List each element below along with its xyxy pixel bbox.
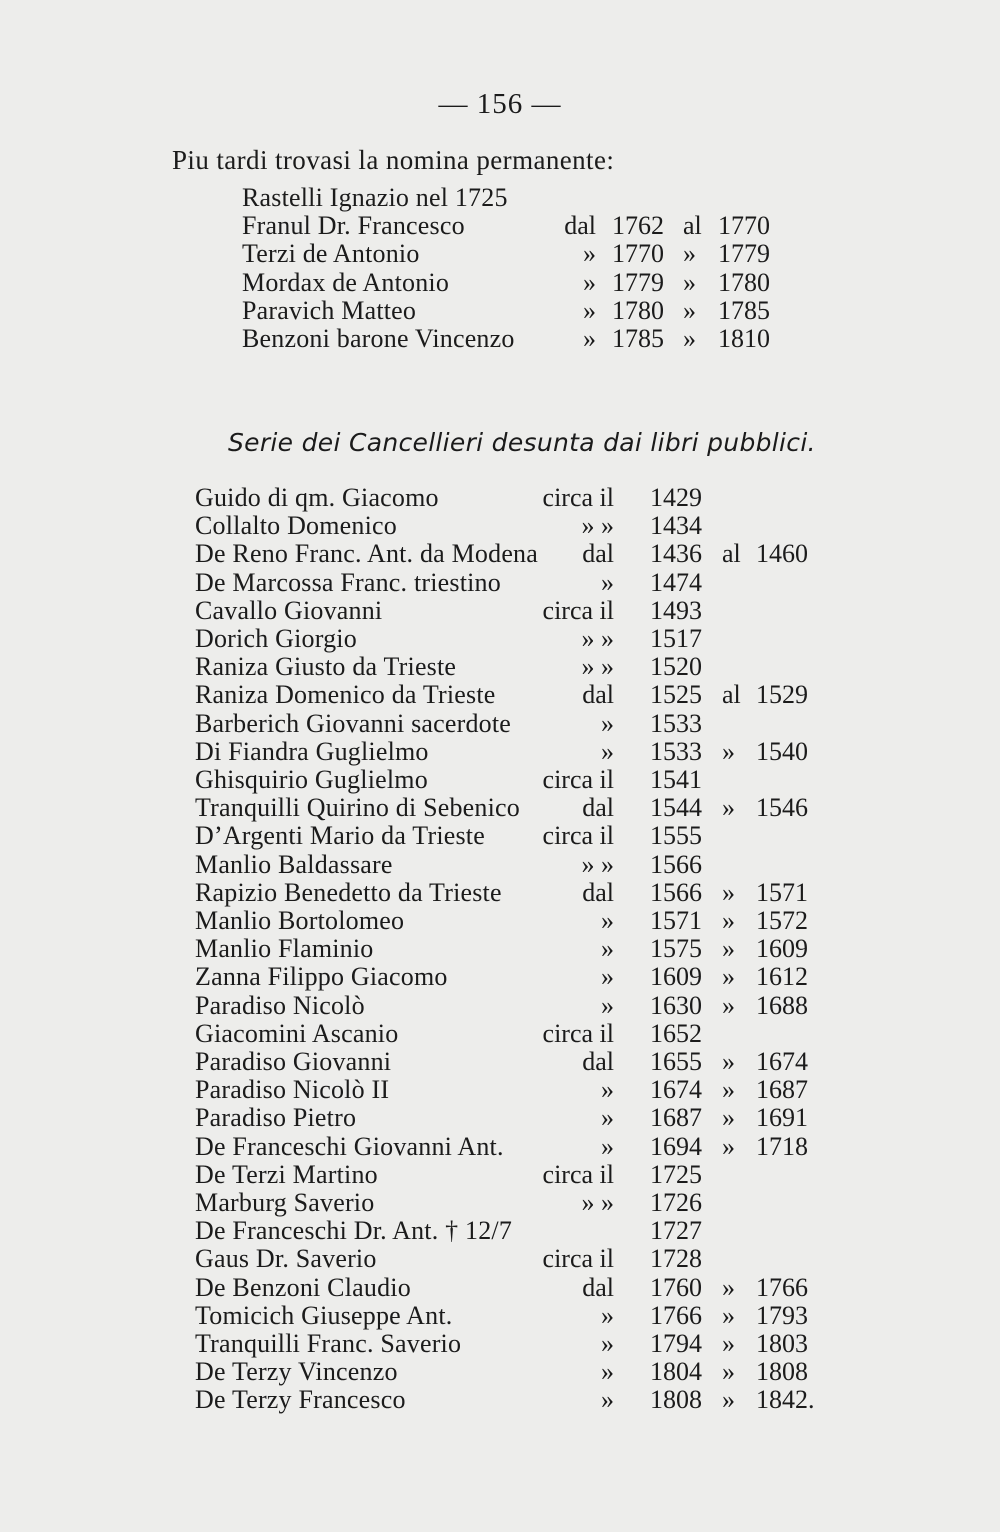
entry-end-year: 1612 [756, 962, 808, 992]
list-item [0, 1274, 1000, 1302]
entry-start-year: 1780 [612, 295, 664, 325]
entry-start-year: 1630 [650, 990, 702, 1020]
list-item [0, 681, 1000, 709]
entry-start-year: 1434 [650, 511, 702, 541]
entry-separator: » [722, 1329, 735, 1358]
list-item [0, 653, 1000, 681]
entry-qualifier: » » [581, 624, 614, 653]
entry-qualifier: » [601, 906, 614, 935]
entry-start-year: 1566 [650, 849, 702, 879]
entry-qualifier: » [601, 1103, 614, 1133]
entry-separator: » [722, 1047, 735, 1076]
entry-qualifier: circa il [542, 483, 614, 512]
entry-qualifier: » » [581, 849, 614, 879]
entry-name: Tomicich Giuseppe Ant. [195, 1300, 453, 1330]
entry-qualifier: » [601, 962, 614, 992]
entry-start-year: 1474 [650, 567, 702, 597]
entry-qualifier: circa il [542, 765, 614, 794]
entry-start-year: 1728 [650, 1244, 702, 1274]
entry-name: Collalto Domenico [195, 511, 397, 541]
entry-end-year: 1571 [756, 877, 808, 907]
entry-separator: » [722, 877, 735, 907]
entry-separator: al [722, 680, 741, 710]
entry-qualifier: » » [581, 652, 614, 682]
list-item [0, 851, 1000, 879]
list-item [0, 935, 1000, 963]
entry-end-year: 1688 [756, 990, 808, 1020]
list-item [0, 184, 1000, 212]
entry-name: De Terzy Francesco [195, 1385, 406, 1415]
entry-start-year: 1766 [650, 1300, 702, 1330]
list-item [0, 710, 1000, 738]
entry-name: Paradiso Nicolò II [195, 1075, 390, 1105]
entry-end-year: 1540 [756, 736, 808, 766]
entry-name: Raniza Giusto da Trieste [195, 652, 457, 682]
entry-start-year: 1544 [650, 793, 702, 823]
entry-qualifier: circa il [542, 1018, 614, 1048]
entry-name: De Benzoni Claudio [195, 1272, 411, 1302]
entry-start-year: 1770 [612, 239, 664, 269]
entry-start-year: 1571 [650, 906, 702, 935]
list-item [0, 1386, 1000, 1414]
entry-end-year: 1718 [756, 1131, 808, 1161]
entry-start-year: 1517 [650, 624, 702, 653]
entry-qualifier: » » [581, 1188, 614, 1217]
entry-separator: » [722, 1103, 735, 1133]
entry-name: Rapizio Benedetto da Trieste [195, 877, 502, 907]
entry-name: Barberich Giovanni sacerdote [195, 708, 512, 738]
entry-start-year: 1674 [650, 1075, 702, 1105]
entry-start-year: 1725 [650, 1159, 702, 1189]
list-item [0, 1104, 1000, 1132]
list-item [0, 540, 1000, 568]
list-item [0, 1133, 1000, 1161]
entry-name: De Franceschi Dr. Ant. † 12/7 [195, 1216, 513, 1246]
entry-end-year: 1687 [756, 1075, 808, 1105]
entry-separator: » [722, 793, 735, 823]
intro-line: Piu tardi trovasi la nomina permanente: [172, 145, 615, 175]
entry-name: Paradiso Nicolò [195, 990, 365, 1020]
entry-end-year: 1785 [718, 295, 770, 325]
entry-qualifier: » [601, 736, 614, 766]
entry-start-year: 1575 [650, 934, 702, 964]
entry-qualifier: » [601, 934, 614, 964]
entry-name: Tranquilli Franc. Saverio [195, 1329, 462, 1358]
entry-name: De Franceschi Giovanni Ant. [195, 1131, 504, 1161]
entry-separator: » [683, 267, 696, 297]
list-item [0, 1020, 1000, 1048]
entry-name: De Reno Franc. Ant. da Modena [195, 539, 539, 569]
entry-end-year: 1691 [756, 1103, 808, 1133]
entry-start-year: 1533 [650, 708, 702, 738]
entry-name: De Terzi Martino [195, 1159, 378, 1189]
entry-start-year: 1779 [612, 267, 664, 297]
entry-name: De Marcossa Franc. triestino [195, 567, 501, 597]
entry-qualifier: » [583, 324, 596, 353]
list-item [0, 794, 1000, 822]
entry-name: Manlio Baldassare [195, 849, 393, 879]
entry-name: Raniza Domenico da Trieste [195, 680, 496, 710]
list-item [0, 822, 1000, 850]
entry-separator: » [722, 1075, 735, 1105]
entry-name: Paradiso Pietro [195, 1103, 357, 1133]
entry-start-year: 1655 [650, 1047, 702, 1076]
entry-qualifier: circa il [542, 595, 614, 625]
entry-name: Tranquilli Quirino di Sebenico [195, 793, 520, 823]
entry-name: Di Fiandra Guglielmo [195, 736, 429, 766]
entry-name: Zanna Filippo Giacomo [195, 962, 448, 992]
entry-start-year: 1794 [650, 1329, 702, 1358]
entry-start-year: 1566 [650, 877, 702, 907]
entry-end-year: 1572 [756, 906, 808, 935]
list-item [0, 963, 1000, 991]
entry-name: Paradiso Giovanni [195, 1047, 392, 1076]
entry-qualifier: circa il [542, 1244, 614, 1274]
entry-separator: » [722, 1272, 735, 1302]
list-item [0, 1189, 1000, 1217]
list-item [0, 297, 1000, 325]
entry-qualifier: circa il [542, 821, 614, 851]
entry-qualifier: » [583, 239, 596, 269]
entry-start-year: 1436 [650, 539, 702, 569]
list-item [0, 569, 1000, 597]
entry-qualifier: circa il [542, 1159, 614, 1189]
entry-qualifier: » [601, 1357, 614, 1387]
list-item [0, 907, 1000, 935]
list-item [0, 766, 1000, 794]
entry-end-year: 1546 [756, 793, 808, 823]
entry-name: Giacomini Ascanio [195, 1018, 399, 1048]
list-item [0, 1330, 1000, 1358]
entry-start-year: 1652 [650, 1018, 702, 1048]
list-item [0, 1358, 1000, 1386]
entry-name: Mordax de Antonio [242, 267, 450, 297]
entry-qualifier: dal [582, 680, 614, 710]
entry-separator: » [722, 962, 735, 992]
entry-name: Rastelli Ignazio nel 1725 [242, 183, 508, 212]
entry-separator: al [683, 211, 702, 241]
list-item [0, 1076, 1000, 1104]
entry-name: Paravich Matteo [242, 295, 417, 325]
list-item [0, 212, 1000, 240]
entry-separator: » [722, 1300, 735, 1330]
list-item [0, 484, 1000, 512]
entry-separator: » [722, 906, 735, 935]
entry-qualifier: dal [582, 1272, 614, 1302]
entry-end-year: 1770 [718, 211, 770, 241]
list-item [0, 269, 1000, 297]
list-item [0, 325, 1000, 353]
entry-name: D’Argenti Mario da Trieste [195, 821, 485, 851]
entry-name: Benzoni barone Vincenzo [242, 324, 515, 353]
entry-name: Guido di qm. Giacomo [195, 483, 439, 512]
entry-start-year: 1804 [650, 1357, 702, 1387]
entry-start-year: 1762 [612, 211, 664, 241]
entry-end-year: 1810 [718, 324, 770, 353]
entry-start-year: 1726 [650, 1188, 702, 1217]
entry-start-year: 1760 [650, 1272, 702, 1302]
entry-qualifier: dal [582, 877, 614, 907]
list-item [0, 879, 1000, 907]
entry-separator: » [722, 1131, 735, 1161]
entry-separator: » [722, 990, 735, 1020]
list-item [0, 1245, 1000, 1273]
list-item [0, 597, 1000, 625]
entry-start-year: 1520 [650, 652, 702, 682]
list-item [0, 240, 1000, 268]
entry-qualifier: dal [582, 1047, 614, 1076]
entry-end-year: 1766 [756, 1272, 808, 1302]
entry-qualifier: dal [582, 793, 614, 823]
entry-end-year: 1609 [756, 934, 808, 964]
entry-name: Cavallo Giovanni [195, 595, 383, 625]
entry-separator: » [722, 934, 735, 964]
entry-start-year: 1727 [650, 1216, 702, 1246]
entry-start-year: 1493 [650, 595, 702, 625]
entry-name: Ghisquirio Guglielmo [195, 765, 428, 794]
entry-qualifier: » [601, 708, 614, 738]
entry-end-year: 1793 [756, 1300, 808, 1330]
entry-name: Marburg Saverio [195, 1188, 375, 1217]
entry-qualifier: » [601, 1131, 614, 1161]
list-item [0, 1048, 1000, 1076]
entry-separator: » [722, 1357, 735, 1387]
entry-qualifier: » [601, 1075, 614, 1105]
entry-qualifier: » [601, 1300, 614, 1330]
entry-separator: » [683, 239, 696, 269]
entry-end-year: 1780 [718, 267, 770, 297]
list-item [0, 625, 1000, 653]
entry-start-year: 1541 [650, 765, 702, 794]
page-number: — 156 — [438, 88, 562, 120]
entry-qualifier: » [583, 295, 596, 325]
section-heading: Serie dei Cancellieri desunta dai libri pubblici. [228, 428, 816, 457]
entry-name: Gaus Dr. Saverio [195, 1244, 377, 1274]
list-item [0, 992, 1000, 1020]
entry-separator: » [683, 324, 696, 353]
entry-start-year: 1609 [650, 962, 702, 992]
entry-start-year: 1525 [650, 680, 702, 710]
entry-separator: » [683, 295, 696, 325]
list-item [0, 1217, 1000, 1245]
entry-qualifier: » [601, 1329, 614, 1358]
entry-name: De Terzy Vincenzo [195, 1357, 398, 1387]
entry-qualifier: dal [582, 539, 614, 569]
entry-start-year: 1687 [650, 1103, 702, 1133]
entry-end-year: 1842. [756, 1385, 815, 1415]
list-item [0, 738, 1000, 766]
entry-qualifier: dal [564, 211, 596, 241]
entry-start-year: 1533 [650, 736, 702, 766]
entry-start-year: 1785 [612, 324, 664, 353]
entry-end-year: 1808 [756, 1357, 808, 1387]
entry-end-year: 1779 [718, 239, 770, 269]
entry-end-year: 1460 [756, 539, 808, 569]
entry-name: Manlio Bortolomeo [195, 906, 405, 935]
entry-name: Manlio Flaminio [195, 934, 374, 964]
entry-end-year: 1674 [756, 1047, 808, 1076]
entry-end-year: 1803 [756, 1329, 808, 1358]
entry-start-year: 1429 [650, 483, 702, 512]
entry-qualifier: » [583, 267, 596, 297]
entry-qualifier: » [601, 567, 614, 597]
entry-qualifier: » [601, 990, 614, 1020]
list-item [0, 1302, 1000, 1330]
entry-start-year: 1694 [650, 1131, 702, 1161]
list-item [0, 512, 1000, 540]
entry-separator: al [722, 539, 741, 569]
entry-name: Terzi de Antonio [242, 239, 420, 269]
entry-qualifier: » [601, 1385, 614, 1415]
list-item [0, 1161, 1000, 1189]
entry-separator: » [722, 1385, 735, 1415]
entry-name: Franul Dr. Francesco [242, 211, 465, 241]
entry-start-year: 1555 [650, 821, 702, 851]
entry-start-year: 1808 [650, 1385, 702, 1415]
entry-separator: » [722, 736, 735, 766]
entry-end-year: 1529 [756, 680, 808, 710]
entry-name: Dorich Giorgio [195, 624, 357, 653]
entry-qualifier: » » [581, 511, 614, 541]
